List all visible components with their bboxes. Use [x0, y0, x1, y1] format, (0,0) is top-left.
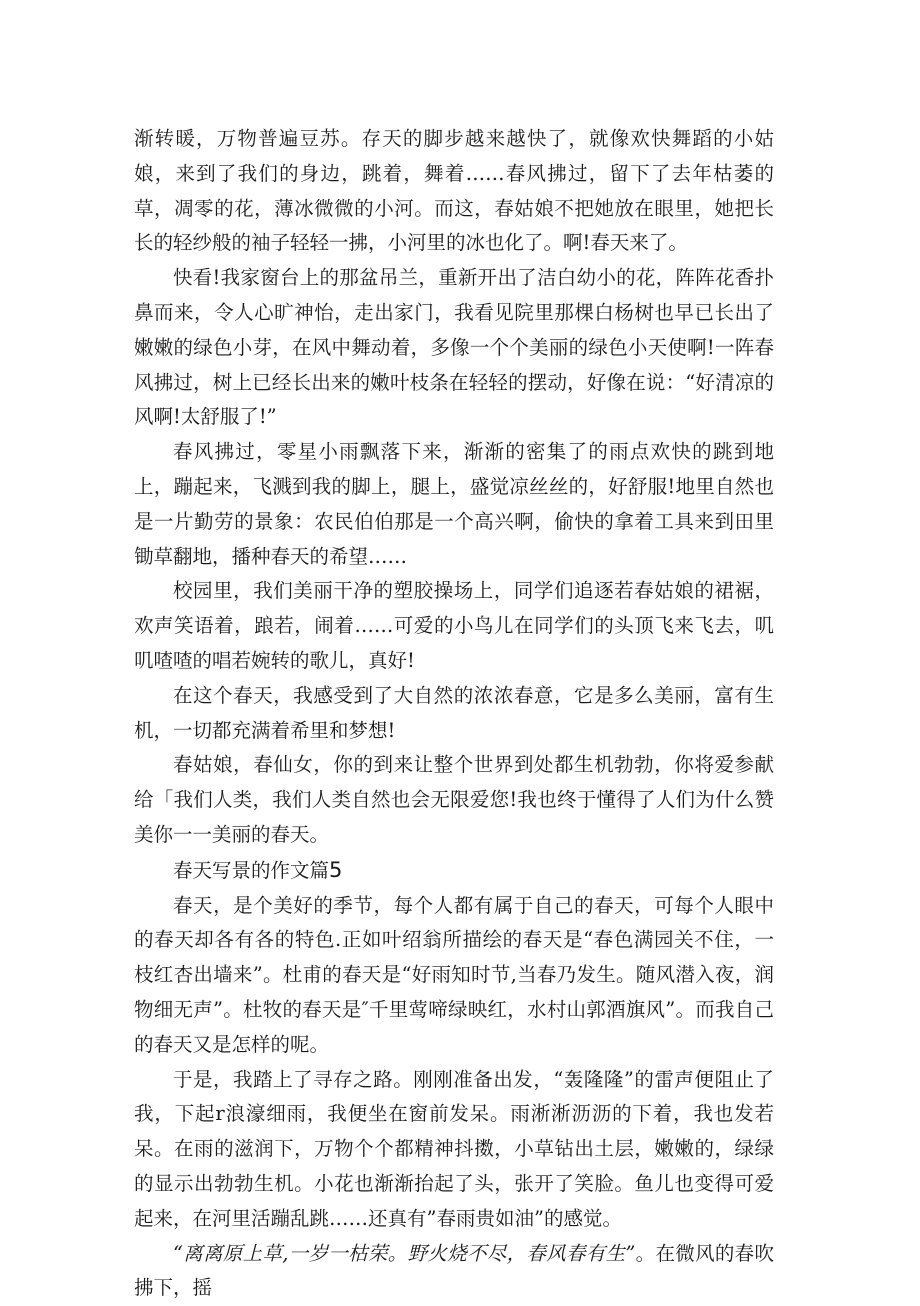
- section-heading-text: 春天写景的作文篇: [173, 859, 329, 882]
- section-heading: [134, 853, 774, 889]
- paragraph-9: [134, 1237, 774, 1306]
- section-heading-number: 5: [329, 858, 342, 882]
- paragraph-9-rest: 。在微风的春吹拂下，摇: [134, 1242, 774, 1300]
- paragraph-1: 渐转暖，万物普遍豆苏。存天的脚步越来越快了，就像欢快舞蹈的小姑娘，来到了我们的身边，跳着，舞着……春风拂过，留下了去年枯萎的草，凋零的花，薄冰微微的小河。而这，春姑娘不把她放在眼里，她把长长的轻纱般的袖子轻轻一拂，小河里的冰也化了。啊!春天来了。: [134, 122, 774, 261]
- paragraph-6: 春姑娘，春仙女，你的到来让整个世界到处都生机勃勃，你将爱参献给「我们人类，我们人类自然也会无限爱您!我也终于懂得了人们为什么赞美你一一美丽的春天。: [134, 748, 774, 852]
- paragraph-2: 快看!我家窗台上的那盆吊兰，重新开出了洁白幼小的花，阵阵花香扑鼻而来，令人心旷神怡，走出家门，我看见院里那棵白杨树也早已长出了嫩嫩的绿色小芽，在风中舞动着，多像一个个美丽的绿色小天使啊!一阵春风拂过，树上已经长出来的嫩叶枝条在轻轻的摆动，好像在说：“好清凉的风啊!太舒服了!”: [134, 261, 774, 435]
- paragraph-4: 校园里，我们美丽干净的塑胶操场上，同学们追逐若春姑娘的裙裾，欢声笑语着，踉若，闹着……可爱的小鸟儿在同学们的头顶飞来飞去，叽叽喳喳的唱若婉转的歌儿，真好!: [134, 574, 774, 678]
- paragraph-5: 在这个春天，我感受到了大自然的浓浓春意，它是多么美丽，富有生机，一切都充满着希里和梦想!: [134, 679, 774, 749]
- poem-quote: “离离原上草,一岁一枯荣。野火烧不尽，春风春有生”: [173, 1242, 635, 1265]
- paragraph-8: 于是，我踏上了寻存之路。刚刚准备出发，“轰隆隆”的雷声便阻止了我，下起r浪濠细雨，我便坐在窗前发呆。雨淅淅沥沥的下着，我也发若呆。在雨的滋润下，万物个个都精神抖擞，小草钻出土层，嫩嫩的，绿绿的显示出勃勃生机。小花也渐渐抬起了头，张开了笑脸。鱼儿也变得可爱起来，在河里活蹦乱跳……还真有”春雨贵如油”的感觉。: [134, 1063, 774, 1237]
- document-body: [134, 122, 774, 1306]
- paragraph-3: 春风拂过，零星小雨飘落下来，渐渐的密集了的雨点欢快的跳到地上，蹦起来，飞溅到我的脚上，腿上，盛觉凉丝丝的，好舒服!地里自然也是一片勤劳的景象：农民伯伯那是一个高兴啊，偷快的拿着工具来到田里锄草翻地，播种春天的希望……: [134, 435, 774, 574]
- paragraph-7: 春天，是个美好的季节，每个人都有属于自己的春天，可每个人眼中的春天却各有各的特色.正如叶绍翁所描绘的春天是“春色满园关不住，一枝红杏出墙来”。杜甫的春天是“好雨知时节,当春乃发生。随风潜入夜，润物细无声”。杜牧的春天是″千里莺啼绿映红，水村山郭酒旗风”。而我自己的春天又是怎样的呢。: [134, 889, 774, 1063]
